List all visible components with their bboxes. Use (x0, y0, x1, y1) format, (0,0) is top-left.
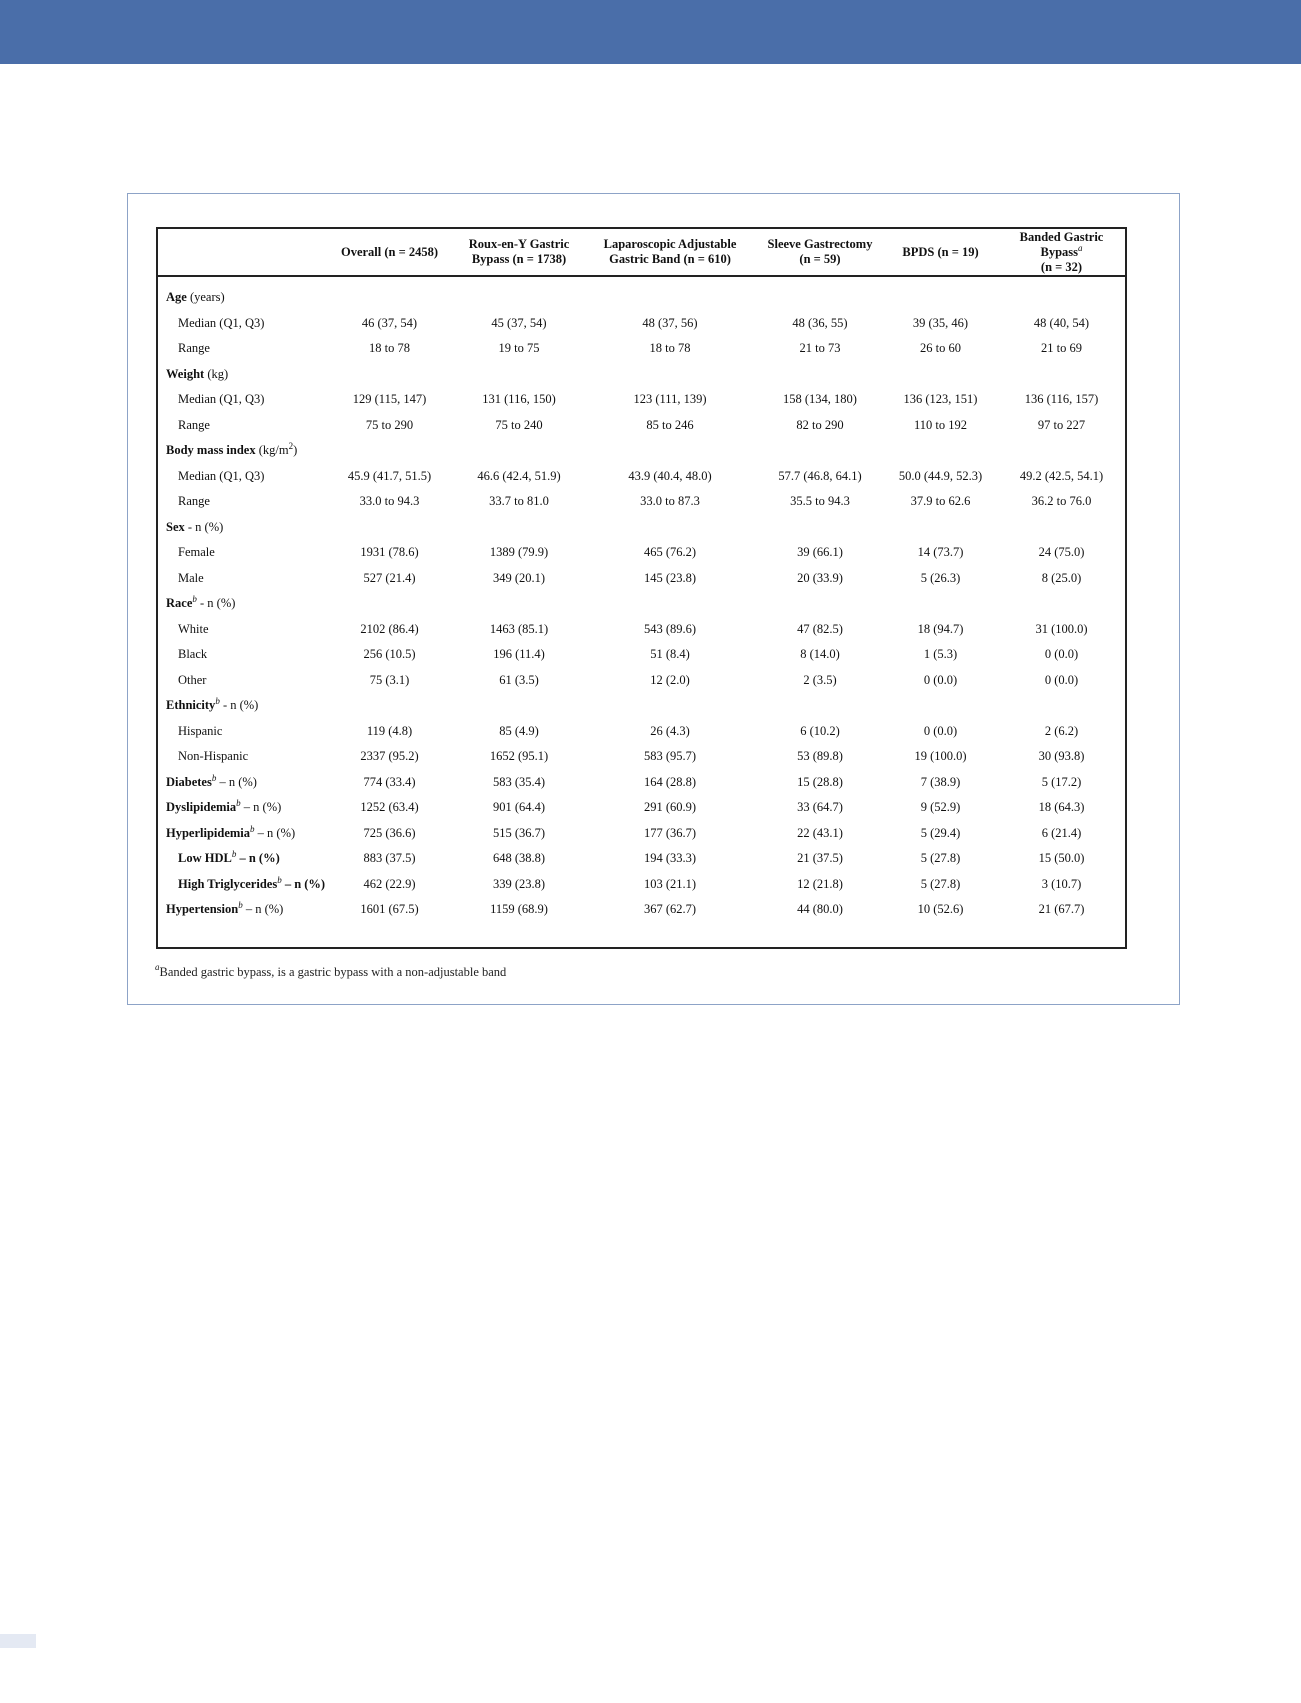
cell-hyperlipidemia-6: 6 (21.4) (1041, 825, 1082, 840)
category-ethnicity (158, 693, 1125, 719)
category-label: Diabetes (166, 774, 212, 789)
header-banded (998, 229, 1125, 276)
cell-high_trig-4: 12 (21.8) (797, 876, 843, 891)
bmi-unit-exponent: 2 (288, 441, 294, 452)
table-row (158, 362, 1125, 388)
cell-bmi_median-2: 46.6 (42.4, 51.9) (477, 468, 561, 483)
cell-male-3: 145 (23.8) (643, 570, 697, 585)
table-row (158, 464, 1125, 490)
cell-male-5: 5 (26.3) (920, 570, 961, 585)
table-row (158, 744, 1125, 770)
cell-age_median-2: 45 (37, 54) (491, 315, 547, 330)
cell-white-6: 31 (100.0) (1035, 621, 1088, 636)
cell-weight_range-3: 85 to 246 (646, 417, 694, 432)
cell-hyperlipidemia-5: 5 (29.4) (920, 825, 961, 840)
header-blank (158, 229, 324, 276)
cell-weight_median-2: 131 (116, 150) (482, 392, 556, 407)
cell-other-6: 0 (0.0) (1044, 672, 1079, 687)
row-label-diabetes (158, 770, 324, 796)
cell-white-1: 2102 (86.4) (360, 621, 419, 636)
cell-other-3: 12 (2.0) (650, 672, 690, 687)
category-label: Hypertension (166, 902, 239, 917)
category-unit: – n (%) (239, 851, 280, 866)
category-label: Dyslipidemia (166, 800, 237, 815)
footnote-marker: b (215, 696, 220, 707)
cell-weight_range-1: 75 to 290 (365, 417, 414, 432)
cell-diabetes-2: 583 (35.4) (492, 774, 546, 789)
cell-weight_median-1: 129 (115, 147) (352, 392, 427, 407)
category-label: Race (166, 596, 193, 611)
table-row (158, 387, 1125, 413)
row-label-female: Female (178, 545, 215, 560)
cell-hypertension-5: 10 (52.6) (917, 902, 964, 917)
header-rygb: Roux-en-Y Gastric Bypass (n = 1738) (455, 229, 583, 276)
row-label-bmi_range: Range (178, 494, 210, 509)
footnote-marker: b (231, 849, 237, 860)
cell-dyslipidemia-1: 1252 (63.4) (360, 800, 419, 815)
cell-black-4: 8 (14.0) (800, 647, 840, 662)
cell-white-3: 543 (89.6) (643, 621, 697, 636)
cell-dyslipidemia-3: 291 (60.9) (643, 800, 697, 815)
category-label: High Triglycerides (178, 876, 278, 891)
cell-hypertension-4: 44 (80.0) (797, 902, 843, 917)
category-label: Body mass index (166, 443, 256, 458)
cell-non_hispanic-3: 583 (95.7) (643, 749, 697, 764)
cell-other-4: 2 (3.5) (803, 672, 837, 687)
row-label-bmi_median: Median (Q1, Q3) (178, 468, 265, 483)
footnote-marker: b (192, 594, 197, 605)
cell-hispanic-6: 2 (6.2) (1044, 723, 1079, 738)
cell-low_hdl-3: 194 (33.3) (643, 851, 697, 866)
cell-weight_median-6: 136 (116, 157) (1024, 392, 1099, 407)
cell-hispanic-4: 6 (10.2) (800, 723, 840, 738)
bmi-unit-text: (kg/m (258, 443, 289, 458)
cell-female-2: 1389 (79.9) (489, 545, 549, 560)
cell-hypertension-2: 1159 (68.9) (490, 902, 548, 917)
cell-male-6: 8 (25.0) (1041, 570, 1082, 585)
cell-black-1: 256 (10.5) (363, 647, 416, 662)
row-label-dyslipidemia (158, 795, 324, 821)
page-corner-mark (0, 1634, 36, 1648)
bmi-unit-close: ) (293, 443, 298, 458)
cell-hispanic-3: 26 (4.3) (650, 723, 690, 738)
cell-diabetes-4: 15 (28.8) (797, 774, 843, 789)
category-bmi (158, 438, 1125, 464)
cell-black-5: 1 (5.3) (923, 647, 958, 662)
cell-age_range-3: 18 to 78 (649, 341, 691, 356)
category-unit: – n (%) (243, 800, 282, 815)
row-label-weight_median: Median (Q1, Q3) (178, 392, 265, 407)
cell-dyslipidemia-6: 18 (64.3) (1038, 800, 1085, 815)
row-label-low_hdl (158, 846, 324, 872)
cell-other-5: 0 (0.0) (923, 672, 958, 687)
cell-bmi_median-1: 45.9 (41.7, 51.5) (347, 468, 432, 483)
category-label: Weight (166, 366, 205, 381)
table-row (158, 540, 1125, 566)
header-banded-label: Banded Gastric Bypass (1019, 229, 1104, 259)
cell-low_hdl-2: 648 (38.8) (492, 851, 546, 866)
cell-age_range-2: 19 to 75 (498, 341, 540, 356)
table-row (158, 617, 1125, 643)
cell-low_hdl-6: 15 (50.0) (1038, 851, 1085, 866)
footnote-marker: a (155, 962, 160, 972)
cell-female-6: 24 (75.0) (1038, 545, 1085, 560)
category-label: Ethnicity (166, 698, 216, 713)
table-row (158, 642, 1125, 668)
row-label-other: Other (178, 672, 207, 687)
cell-female-4: 39 (66.1) (797, 545, 843, 560)
category-unit: - n (%) (222, 698, 259, 713)
cell-hyperlipidemia-3: 177 (36.7) (643, 825, 697, 840)
characteristics-table-box (156, 227, 1127, 949)
header-overall: Overall (n = 2458) (324, 229, 455, 276)
table-row (158, 336, 1125, 362)
header-lagb: Laparoscopic Adjustable Gastric Band (n = 610) (583, 229, 757, 276)
category-label: Age (166, 290, 187, 305)
cell-low_hdl-5: 5 (27.8) (920, 851, 961, 866)
category-label: Sex (166, 519, 185, 534)
cell-weight_range-5: 110 to 192 (913, 417, 967, 432)
cell-white-4: 47 (82.5) (797, 621, 843, 636)
cell-white-5: 18 (94.7) (917, 621, 964, 636)
cell-weight_range-6: 97 to 227 (1037, 417, 1086, 432)
cell-hypertension-6: 21 (67.7) (1038, 902, 1085, 917)
cell-hyperlipidemia-2: 515 (36.7) (492, 825, 546, 840)
table-row (158, 566, 1125, 592)
cell-dyslipidemia-2: 901 (64.4) (492, 800, 546, 815)
characteristics-table (158, 229, 1125, 923)
table-row (158, 846, 1125, 872)
cell-weight_median-3: 123 (111, 139) (633, 392, 707, 407)
header-banded-n: (n = 32) (1040, 259, 1083, 274)
cell-female-1: 1931 (78.6) (360, 545, 419, 560)
cell-diabetes-5: 7 (38.9) (920, 774, 961, 789)
cell-bmi_range-6: 36.2 to 76.0 (1031, 494, 1092, 509)
table-row (158, 668, 1125, 694)
table-row (158, 693, 1125, 719)
cell-hyperlipidemia-1: 725 (36.6) (363, 825, 416, 840)
cell-low_hdl-1: 883 (37.5) (363, 851, 416, 866)
cell-bmi_range-3: 33.0 to 87.3 (640, 494, 700, 509)
cell-high_trig-3: 103 (21.1) (643, 876, 697, 891)
category-unit (259, 443, 298, 457)
table-row (158, 515, 1125, 541)
cell-male-4: 20 (33.9) (797, 570, 843, 585)
table-row (158, 311, 1125, 337)
table-row (158, 489, 1125, 515)
category-race (158, 591, 1125, 617)
cell-dyslipidemia-5: 9 (52.9) (920, 800, 961, 815)
category-label: Hyperlipidemia (166, 825, 251, 840)
row-label-hyperlipidemia (158, 821, 324, 847)
cell-diabetes-1: 774 (33.4) (363, 774, 416, 789)
table-row (158, 770, 1125, 796)
category-unit: – n (%) (219, 774, 257, 789)
table-row (158, 591, 1125, 617)
cell-non_hispanic-4: 53 (89.8) (797, 749, 843, 764)
header-sleeve: Sleeve Gastrectomy (n = 59) (757, 229, 883, 276)
cell-bmi_range-4: 35.5 to 94.3 (790, 494, 850, 509)
cell-age_median-3: 48 (37, 56) (642, 315, 698, 330)
cell-male-1: 527 (21.4) (363, 570, 416, 585)
top-banner (0, 0, 1301, 64)
cell-bmi_median-6: 49.2 (42.5, 54.1) (1019, 468, 1104, 483)
row-label-male: Male (178, 570, 204, 585)
cell-hispanic-5: 0 (0.0) (923, 723, 958, 738)
header-banded-footnote-marker: a (1078, 242, 1083, 253)
row-label-age_range: Range (178, 341, 210, 356)
cell-hispanic-1: 119 (4.8) (366, 723, 413, 738)
cell-non_hispanic-1: 2337 (95.2) (360, 749, 419, 764)
cell-age_range-1: 18 to 78 (369, 341, 410, 356)
row-label-black: Black (178, 647, 208, 662)
table-row (158, 719, 1125, 745)
category-sex (158, 515, 1125, 541)
cell-diabetes-3: 164 (28.8) (643, 774, 697, 789)
cell-diabetes-6: 5 (17.2) (1041, 774, 1082, 789)
footnote-marker: b (211, 772, 217, 783)
category-unit: – n (%) (257, 825, 296, 840)
cell-age_range-4: 21 to 73 (799, 341, 841, 356)
category-weight (158, 362, 1125, 388)
cell-bmi_median-3: 43.9 (40.4, 48.0) (628, 468, 712, 483)
cell-non_hispanic-5: 19 (100.0) (914, 749, 967, 764)
row-label-white: White (178, 621, 209, 636)
row-label-weight_range: Range (178, 417, 210, 432)
cell-weight_median-5: 136 (123, 151) (903, 392, 978, 407)
cell-age_median-6: 48 (40, 54) (1033, 315, 1090, 330)
cell-dyslipidemia-4: 33 (64.7) (797, 800, 843, 815)
cell-high_trig-1: 462 (22.9) (363, 876, 416, 891)
category-unit: (years) (189, 290, 225, 305)
cell-age_median-5: 39 (35, 46) (912, 315, 969, 330)
table-row (158, 872, 1125, 898)
cell-bmi_median-4: 57.7 (46.8, 64.1) (778, 468, 862, 483)
table-row (158, 897, 1125, 923)
cell-age_range-6: 21 to 69 (1041, 341, 1082, 356)
category-label: Low HDL (178, 851, 232, 866)
cell-hispanic-2: 85 (4.9) (499, 723, 539, 738)
category-age (158, 276, 1125, 311)
cell-weight_median-4: 158 (134, 180) (783, 392, 857, 407)
row-label-non_hispanic: Non-Hispanic (178, 749, 249, 764)
cell-age_range-5: 26 to 60 (920, 341, 961, 356)
cell-hypertension-3: 367 (62.7) (643, 902, 697, 917)
cell-bmi_median-5: 50.0 (44.9, 52.3) (898, 468, 983, 483)
cell-black-2: 196 (11.4) (493, 647, 545, 662)
cell-weight_range-4: 82 to 290 (796, 417, 844, 432)
cell-bmi_range-5: 37.9 to 62.6 (910, 494, 971, 509)
footnote-marker: b (236, 798, 241, 809)
table-footnote (155, 962, 507, 980)
cell-hypertension-1: 1601 (67.5) (360, 902, 419, 917)
category-unit: (kg) (207, 366, 229, 381)
cell-age_median-1: 46 (37, 54) (361, 315, 418, 330)
table-header-row (158, 229, 1125, 276)
cell-non_hispanic-6: 30 (93.8) (1038, 749, 1085, 764)
table-row (158, 795, 1125, 821)
table-row (158, 438, 1125, 464)
cell-male-2: 349 (20.1) (492, 570, 546, 585)
cell-low_hdl-4: 21 (37.5) (797, 851, 843, 866)
cell-hyperlipidemia-4: 22 (43.1) (797, 825, 843, 840)
category-unit: – n (%) (245, 902, 284, 917)
footnote-text: Banded gastric bypass, is a gastric bypass with a non-adjustable band (159, 965, 507, 979)
table-row (158, 276, 1125, 311)
cell-female-5: 14 (73.7) (917, 545, 964, 560)
cell-black-6: 0 (0.0) (1044, 647, 1079, 662)
cell-high_trig-6: 3 (10.7) (1041, 876, 1082, 891)
footnote-marker: b (238, 900, 243, 911)
footnote-marker: b (250, 823, 255, 834)
category-unit: - n (%) (187, 519, 224, 534)
cell-non_hispanic-2: 1652 (95.1) (489, 749, 549, 764)
table-row (158, 413, 1125, 439)
category-unit: – n (%) (284, 876, 326, 891)
row-label-high_trig (158, 872, 324, 898)
cell-age_median-4: 48 (36, 55) (792, 315, 848, 330)
cell-white-2: 1463 (85.1) (489, 621, 549, 636)
cell-high_trig-5: 5 (27.8) (920, 876, 961, 891)
cell-high_trig-2: 339 (23.8) (492, 876, 546, 891)
cell-black-3: 51 (8.4) (650, 647, 690, 662)
table-row (158, 821, 1125, 847)
cell-other-1: 75 (3.1) (369, 672, 410, 687)
footnote-marker: b (277, 874, 282, 885)
cell-weight_range-2: 75 to 240 (495, 417, 543, 432)
cell-bmi_range-2: 33.7 to 81.0 (489, 494, 549, 509)
row-label-age_median: Median (Q1, Q3) (178, 315, 265, 330)
cell-bmi_range-1: 33.0 to 94.3 (359, 494, 420, 509)
category-unit: - n (%) (200, 596, 236, 611)
cell-female-3: 465 (76.2) (643, 545, 697, 560)
row-label-hispanic: Hispanic (178, 723, 223, 738)
header-bpds: BPDS (n = 19) (883, 229, 998, 276)
cell-other-2: 61 (3.5) (499, 672, 539, 687)
row-label-hypertension (158, 897, 324, 923)
